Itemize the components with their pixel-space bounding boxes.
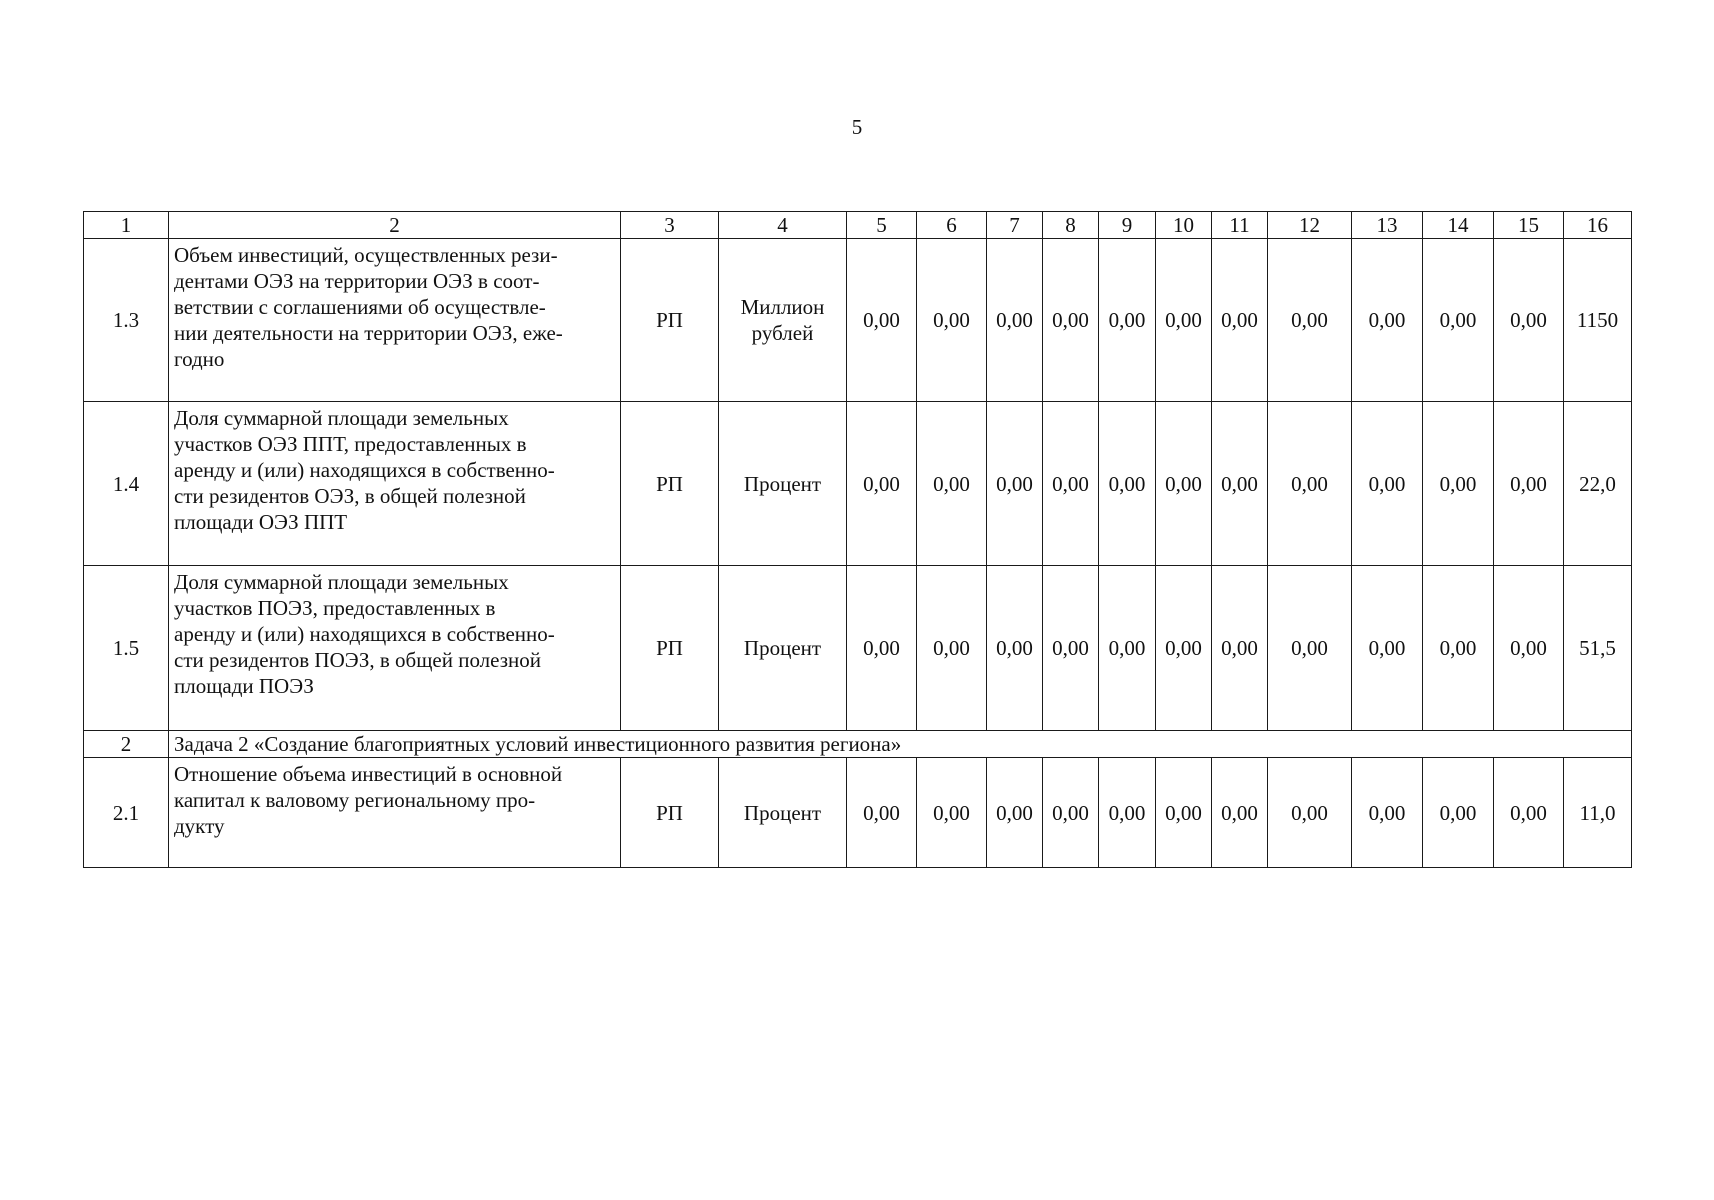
column-header: 12 <box>1268 212 1352 239</box>
value-cell: 0,00 <box>1212 402 1268 566</box>
value-cell: 0,00 <box>1494 758 1564 868</box>
value-cell: 0,00 <box>1043 758 1099 868</box>
table-header-row <box>84 212 1632 239</box>
value-cell: 11,0 <box>1564 758 1632 868</box>
value-cell: 0,00 <box>1212 566 1268 731</box>
task-number: 2 <box>84 731 169 758</box>
unit-text: Процент <box>743 800 822 825</box>
value-cell: 0,00 <box>1352 566 1423 731</box>
task-row <box>84 731 1632 758</box>
task-title: Задача 2 «Создание благоприятных условий инвестиционного развития региона» <box>169 731 1632 758</box>
source-cell: РП <box>621 758 719 868</box>
column-header: 8 <box>1043 212 1099 239</box>
row-number: 1.3 <box>84 239 169 402</box>
indicator-description-text: Объем инвестиций, осуществленных рези- дентами ОЭЗ на территории ОЭЗ в соот- ветствии с соглашениями об осуществле- нии деятельности на территории ОЭЗ, еже- годно <box>174 243 563 371</box>
column-header: 5 <box>847 212 917 239</box>
value-cell: 0,00 <box>1099 239 1156 402</box>
unit-text: Миллион рублей <box>740 295 825 345</box>
value-cell: 0,00 <box>847 566 917 731</box>
column-header: 1 <box>84 212 169 239</box>
unit-text: Процент <box>743 636 822 660</box>
column-header: 11 <box>1212 212 1268 239</box>
value-cell: 0,00 <box>1268 566 1352 731</box>
source-cell: РП <box>621 239 719 402</box>
column-header: 15 <box>1494 212 1564 239</box>
value-cell: 0,00 <box>987 566 1043 731</box>
value-cell: 0,00 <box>1494 239 1564 402</box>
column-header: 9 <box>1099 212 1156 239</box>
table-row <box>84 239 1632 402</box>
value-cell: 0,00 <box>1423 402 1494 566</box>
value-cell: 0,00 <box>987 402 1043 566</box>
value-cell: 0,00 <box>1156 566 1212 731</box>
value-cell: 0,00 <box>1099 402 1156 566</box>
row-number: 1.4 <box>84 402 169 566</box>
column-header: 3 <box>621 212 719 239</box>
value-cell: 0,00 <box>1043 402 1099 566</box>
value-cell: 0,00 <box>917 239 987 402</box>
value-cell: 0,00 <box>1212 239 1268 402</box>
value-cell: 0,00 <box>1352 758 1423 868</box>
table-row <box>84 566 1632 731</box>
unit-cell <box>719 402 847 566</box>
indicator-description <box>169 758 621 868</box>
source-cell: РП <box>621 402 719 566</box>
row-number: 1.5 <box>84 566 169 731</box>
column-header: 7 <box>987 212 1043 239</box>
value-cell: 0,00 <box>1423 566 1494 731</box>
value-cell: 0,00 <box>847 239 917 402</box>
indicator-description <box>169 566 621 731</box>
value-cell: 0,00 <box>1494 402 1564 566</box>
value-cell: 0,00 <box>1099 758 1156 868</box>
value-cell: 0,00 <box>847 758 917 868</box>
value-cell: 0,00 <box>1423 239 1494 402</box>
value-cell: 0,00 <box>987 239 1043 402</box>
indicator-description-text: Отношение объема инвестиций в основной капитал к валовому региональному про- дукту <box>174 762 563 838</box>
column-header: 6 <box>917 212 987 239</box>
value-cell: 0,00 <box>987 758 1043 868</box>
column-header: 16 <box>1564 212 1632 239</box>
column-header: 14 <box>1423 212 1494 239</box>
value-cell: 1150 <box>1564 239 1632 402</box>
indicator-description-text: Доля суммарной площади земельных участков ПОЭЗ, предоставленных в аренду и (или) находящихся в собственно- сти резидентов ПОЭЗ, в общей полезной площади ПОЭЗ <box>174 570 555 698</box>
value-cell: 0,00 <box>1099 566 1156 731</box>
value-cell: 0,00 <box>1212 758 1268 868</box>
value-cell: 0,00 <box>1043 239 1099 402</box>
value-cell: 0,00 <box>1268 239 1352 402</box>
value-cell: 0,00 <box>1352 402 1423 566</box>
value-cell: 0,00 <box>1352 239 1423 402</box>
value-cell: 0,00 <box>917 402 987 566</box>
value-cell: 0,00 <box>847 402 917 566</box>
table-row <box>84 758 1632 868</box>
value-cell: 0,00 <box>917 758 987 868</box>
source-cell: РП <box>621 566 719 731</box>
unit-text: Процент <box>743 471 822 496</box>
value-cell: 51,5 <box>1564 566 1632 731</box>
column-header: 2 <box>169 212 621 239</box>
value-cell: 0,00 <box>917 566 987 731</box>
page-number: 5 <box>851 115 863 139</box>
column-header: 13 <box>1352 212 1423 239</box>
value-cell: 22,0 <box>1564 402 1632 566</box>
indicator-description <box>169 239 621 402</box>
value-cell: 0,00 <box>1156 758 1212 868</box>
unit-cell <box>719 758 847 868</box>
value-cell: 0,00 <box>1156 402 1212 566</box>
column-header: 10 <box>1156 212 1212 239</box>
column-header: 4 <box>719 212 847 239</box>
value-cell: 0,00 <box>1423 758 1494 868</box>
table-row <box>84 402 1632 566</box>
indicators-table <box>83 211 1632 868</box>
unit-cell <box>719 239 847 402</box>
indicator-description-text: Доля суммарной площади земельных участков ОЭЗ ППТ, предоставленных в аренду и (или) находящихся в собственно- сти резидентов ОЭЗ, в общей полезной площади ОЭЗ ППТ <box>174 406 555 534</box>
value-cell: 0,00 <box>1043 566 1099 731</box>
row-number: 2.1 <box>84 758 169 868</box>
value-cell: 0,00 <box>1494 566 1564 731</box>
indicator-description <box>169 402 621 566</box>
value-cell: 0,00 <box>1268 402 1352 566</box>
value-cell: 0,00 <box>1268 758 1352 868</box>
unit-cell <box>719 566 847 731</box>
value-cell: 0,00 <box>1156 239 1212 402</box>
